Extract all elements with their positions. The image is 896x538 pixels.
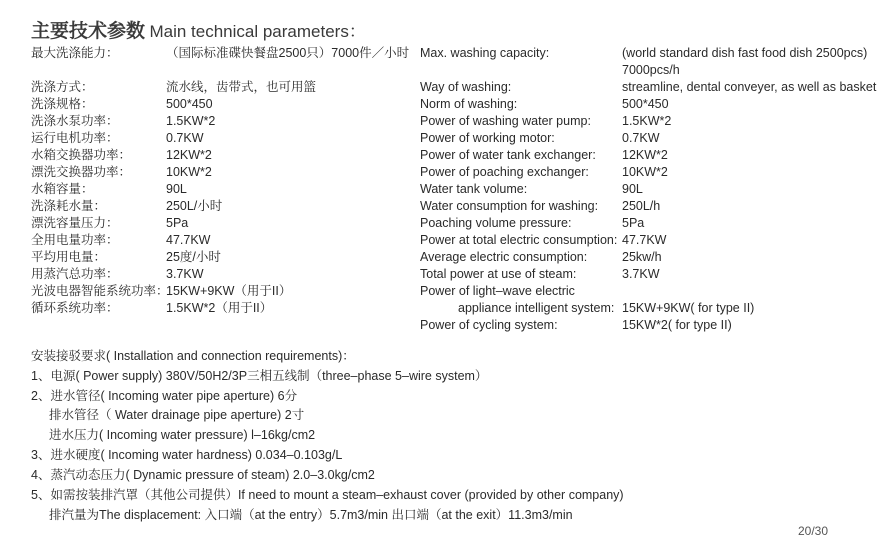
install-line: 3、进水硬度( Incoming water hardness) 0.034–0.103g/L [31, 448, 343, 462]
param-zh-label: 洗涤耗水量： [31, 199, 107, 213]
param-zh-value: 47.7KW [166, 233, 211, 247]
param-en-label: Power of poaching exchanger: [420, 165, 589, 179]
param-zh-value: 1.5KW*2 [166, 114, 216, 128]
param-en-label-cont: appliance intelligent system: [458, 301, 615, 315]
param-zh-value: 90L [166, 182, 187, 196]
param-zh-label: 光波电器智能系统功率： [31, 284, 169, 298]
param-zh-label: 用蒸汽总功率： [31, 267, 119, 281]
param-zh-label: 漂洗交换器功率： [31, 165, 132, 179]
param-en-value: 90L [622, 182, 643, 196]
title-en: Main technical parameters： [149, 22, 366, 41]
param-zh-label: 洗涤水泵功率： [31, 114, 119, 128]
param-en-value: 500*450 [622, 97, 669, 111]
param-en-label: Power at total electric consumption: [420, 233, 618, 247]
param-en-label: Norm of washing: [420, 97, 518, 111]
param-en-value: 15KW+9KW( for type II) [622, 301, 755, 315]
param-en-value: 25kw/h [622, 250, 662, 264]
param-zh-label: 洗涤方式： [31, 80, 94, 94]
install-line: 1、电源( Power supply) 380V/50H2/3P三相五线制（three–phase 5–wire system） [31, 369, 488, 383]
param-en-value: (world standard dish fast food dish 2500pcs) [622, 46, 868, 60]
param-zh-value: 3.7KW [166, 267, 204, 281]
param-en-label: Power of light–wave electric [420, 284, 575, 298]
param-zh-value: 250L/小时 [166, 199, 223, 213]
param-en-value: 250L/h [622, 199, 661, 213]
param-zh-value: 流水线，齿带式，也可用篮 [166, 80, 317, 94]
param-en-label: Max. washing capacity: [420, 46, 550, 60]
param-en-label: Total power at use of steam: [420, 267, 577, 281]
install-heading: 安装接驳要求( Installation and connection requirements)： [31, 349, 355, 363]
param-en-value: 47.7KW [622, 233, 667, 247]
param-en-value: 1.5KW*2 [622, 114, 672, 128]
param-zh-label: 循环系统功率： [31, 301, 119, 315]
param-zh-label: 漂洗容量压力： [31, 216, 119, 230]
param-en-label: Power of washing water pump: [420, 114, 591, 128]
param-zh-value: 15KW+9KW（用于II） [166, 284, 292, 298]
install-line: 4、蒸汽动态压力( Dynamic pressure of steam) 2.0–3.0kg/cm2 [31, 468, 375, 482]
param-en-label: Power of cycling system: [420, 318, 558, 332]
param-en-value: 10KW*2 [622, 165, 668, 179]
param-en-value: 15KW*2( for type II) [622, 318, 732, 332]
param-en-value: 12KW*2 [622, 148, 668, 162]
param-zh-value: 10KW*2 [166, 165, 212, 179]
param-en-label: Power of working motor: [420, 131, 555, 145]
param-en-value: 5Pa [622, 216, 645, 230]
param-zh-value: 5Pa [166, 216, 189, 230]
param-zh-label: 水箱交换器功率： [31, 148, 132, 162]
param-zh-label: 水箱容量： [31, 182, 94, 196]
install-line: 排汽量为The displacement: 入口端（at the entry）5.7m3/min 出口端（at the exit）11.3m3/min [49, 508, 573, 522]
param-en-label: Water tank volume: [420, 182, 528, 196]
param-zh-label: 洗涤规格： [31, 97, 94, 111]
param-en-value: streamline, dental conveyer, as well as basket [622, 80, 877, 94]
param-zh-label: 运行电机功率： [31, 131, 119, 145]
param-en-value-cont: 7000pcs/h [622, 63, 680, 77]
param-zh-value: 0.7KW [166, 131, 204, 145]
page-number: 20/30 [798, 524, 829, 538]
param-en-value: 3.7KW [622, 267, 660, 281]
page-title [31, 16, 366, 43]
param-zh-value: 25度/小时 [166, 250, 221, 264]
param-zh-value: 1.5KW*2（用于II） [166, 301, 273, 315]
param-zh-value: （国际标准碟快餐盘2500只）7000件／小时 [166, 46, 410, 60]
param-zh-value: 12KW*2 [166, 148, 212, 162]
param-zh-label: 平均用电量： [31, 250, 107, 264]
param-en-label: Poaching volume pressure: [420, 216, 572, 230]
param-zh-label: 全用电量功率： [31, 233, 119, 247]
install-line: 5、如需按装排汽罩（其他公司提供）If need to mount a steam–exhaust cover (provided by other company) [31, 488, 624, 502]
param-en-label: Power of water tank exchanger: [420, 148, 596, 162]
param-zh-value: 500*450 [166, 97, 213, 111]
param-en-value: 0.7KW [622, 131, 660, 145]
param-en-label: Way of washing: [420, 80, 512, 94]
param-en-label: Average electric consumption: [420, 250, 588, 264]
param-en-label: Water consumption for washing: [420, 199, 599, 213]
title-zh: 主要技术参数 [31, 21, 146, 42]
param-zh-label: 最大洗涤能力： [31, 46, 119, 60]
install-line: 排水管径（ Water drainage pipe aperture) 2寸 [49, 408, 305, 422]
install-line: 2、进水管径( Incoming water pipe aperture) 6分 [31, 389, 298, 403]
install-line: 进水压力( Incoming water pressure) l–16kg/cm2 [49, 428, 316, 442]
